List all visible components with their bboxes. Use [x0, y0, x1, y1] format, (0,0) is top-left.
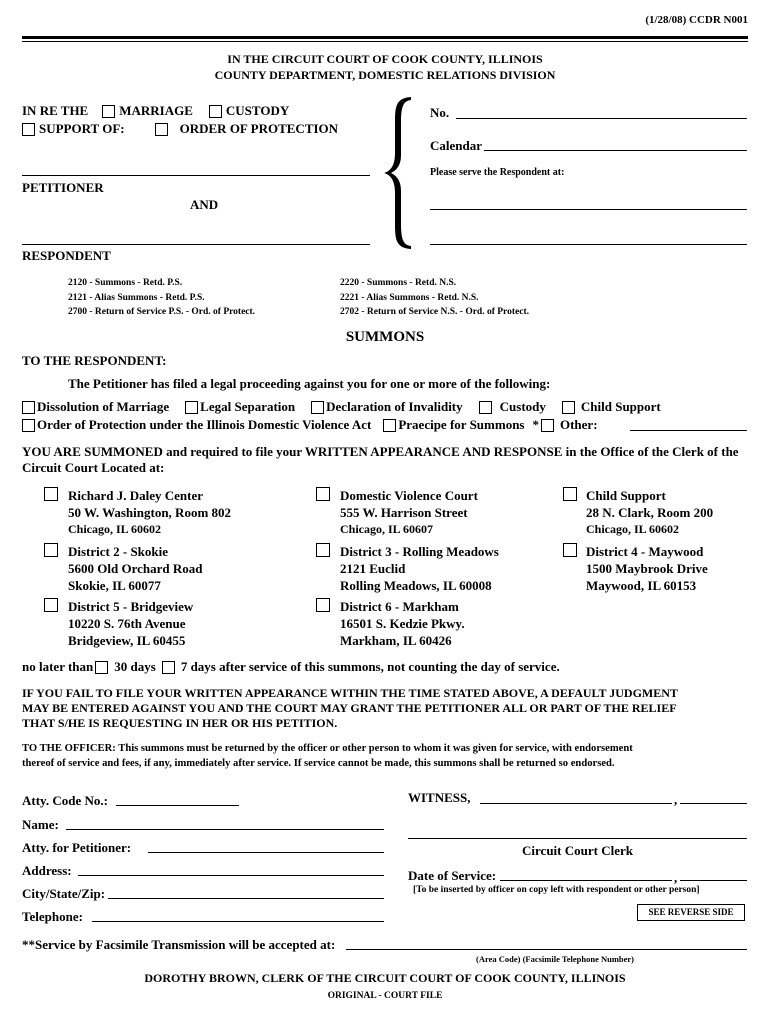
location-bridgeview	[44, 598, 193, 649]
respondent-label: RESPONDENT	[22, 248, 111, 263]
location-maywood-checkbox[interactable]	[563, 543, 577, 557]
location-name: Domestic Violence Court	[340, 488, 478, 503]
telephone-label: Telephone:	[22, 909, 83, 924]
top-rule-thin	[22, 41, 748, 42]
codes-left	[68, 276, 255, 320]
telephone-field[interactable]	[92, 921, 384, 922]
to-be-inserted-note: [To be inserted by officer on copy left with respondent or other person]	[413, 885, 700, 895]
code-2700: 2700 - Return of Service P.S. - Ord. of Protect.	[68, 307, 256, 317]
location-markham-checkbox[interactable]	[316, 598, 330, 612]
atty-name-label: Name:	[22, 817, 59, 832]
clerk-footer: DOROTHY BROWN, CLERK OF THE CIRCUIT COURT OF COOK COUNTY, ILLINOIS	[144, 971, 626, 985]
support-of-checkbox[interactable]	[22, 123, 35, 136]
location-name: District 2 - Skokie	[68, 544, 169, 559]
warning-line: IF YOU FAIL TO FILE YOUR WRITTEN APPEARANCE WITHIN THE TIME STATED ABOVE, A DEFAULT JUDGMENT	[22, 686, 678, 700]
calendar-field[interactable]	[484, 150, 747, 151]
custody-case-checkbox[interactable]	[209, 105, 222, 118]
location-city: Markham, IL 60426	[340, 633, 452, 648]
other-field[interactable]	[630, 430, 747, 431]
petitioner-label: PETITIONER	[22, 180, 104, 195]
respondent-name-line[interactable]	[22, 244, 370, 245]
order-protection-case-checkbox[interactable]	[155, 123, 168, 136]
location-city: Chicago, IL 60607	[340, 522, 434, 536]
location-street: 10220 S. 76th Avenue	[68, 616, 186, 631]
calendar-label: Calendar	[430, 138, 482, 153]
warning-line: MAY BE ENTERED AGAINST YOU AND THE COURT MAY GRANT THE PETITIONER ALL OR PART OF THE RELIEF	[22, 701, 677, 715]
fax-label: **Service by Facsimile Transmission will be accepted at:	[22, 937, 336, 952]
code-2120: 2120 - Summons - Retd. P.S.	[68, 278, 183, 288]
relief-options-row2	[22, 417, 598, 433]
location-markham	[316, 598, 465, 649]
location-daley-checkbox[interactable]	[44, 487, 58, 501]
fax-number-field[interactable]	[346, 949, 747, 950]
original-court-file: ORIGINAL - COURT FILE	[327, 991, 443, 1001]
no-later-than-label: no later than	[22, 659, 94, 674]
city-state-zip-label: City/State/Zip:	[22, 886, 106, 901]
location-skokie-checkbox[interactable]	[44, 543, 58, 557]
order-protection-case-label: ORDER OF PROTECTION	[179, 121, 339, 136]
invalidity-label: Declaration of Invalidity	[326, 399, 463, 414]
date-of-service-field[interactable]	[500, 880, 672, 881]
location-name: District 6 - Markham	[340, 599, 459, 614]
order-protection-label: Order of Protection under the Illinois Domestic Violence Act	[37, 417, 372, 432]
case-number-label: No.	[430, 105, 450, 120]
support-of-label: SUPPORT OF:	[39, 121, 125, 136]
dissolution-checkbox[interactable]	[22, 401, 35, 414]
summoned-text: YOU ARE SUMMONED and required to file your WRITTEN APPEARANCE AND RESPONSE in the Office of the Clerk of the Circuit Court Located at:	[22, 444, 739, 475]
location-child-support-checkbox[interactable]	[563, 487, 577, 501]
location-street: 1500 Maybrook Drive	[586, 561, 708, 576]
location-rolling-meadows-checkbox[interactable]	[316, 543, 330, 557]
officer-instructions	[22, 741, 633, 771]
date-comma: ,	[674, 870, 678, 885]
date-of-service-label: Date of Service:	[408, 868, 497, 883]
child-support-checkbox[interactable]	[562, 401, 575, 414]
warning-line: THAT S/HE IS REQUESTING IN HER OR HIS PETITION.	[22, 716, 338, 730]
city-state-zip-field[interactable]	[108, 898, 384, 899]
code-2121: 2121 - Alias Summons - Retd. P.S.	[68, 292, 205, 303]
relief-options-row1	[22, 399, 661, 415]
atty-code-field[interactable]	[116, 805, 239, 806]
location-street: 555 W. Harrison Street	[340, 505, 468, 520]
officer-line: TO THE OFFICER: This summons must be returned by the officer or other person to whom it was given for service, with endorsement	[22, 743, 633, 754]
address-label: Address:	[22, 863, 72, 878]
location-skokie	[44, 543, 202, 594]
witness-year-field[interactable]	[680, 803, 747, 804]
location-maywood	[563, 543, 708, 594]
date-year-field[interactable]	[680, 880, 747, 881]
serve-address-line-1[interactable]	[430, 209, 747, 210]
location-city: Skokie, IL 60077	[68, 578, 161, 593]
location-name: Child Support	[586, 488, 666, 503]
division-title: COUNTY DEPARTMENT, DOMESTIC RELATIONS DIVISION	[214, 68, 556, 82]
location-dv-checkbox[interactable]	[316, 487, 330, 501]
code-2221: 2221 - Alias Summons - Retd. N.S.	[340, 292, 479, 303]
location-bridgeview-checkbox[interactable]	[44, 598, 58, 612]
code-2702: 2702 - Return of Service N.S. - Ord. of Protect.	[340, 307, 529, 317]
clerk-signature-line[interactable]	[408, 838, 747, 839]
seven-days-label: 7 days after service of this summons, not counting the day of service.	[180, 659, 560, 674]
thirty-days-checkbox[interactable]	[95, 661, 108, 674]
see-reverse-box: SEE REVERSE SIDE	[637, 904, 745, 921]
praecipe-checkbox[interactable]	[383, 419, 396, 432]
location-city: Rolling Meadows, IL 60008	[340, 578, 492, 593]
location-name: District 5 - Bridgeview	[68, 599, 194, 614]
location-street: 5600 Old Orchard Road	[68, 561, 203, 576]
location-street: 2121 Euclid	[340, 561, 406, 576]
star-mark: *	[532, 417, 539, 432]
officer-line: thereof of service and fees, if any, immediately after service. If service cannot be made, this summons shall be returned so endorsed.	[22, 758, 615, 769]
marriage-checkbox[interactable]	[102, 105, 115, 118]
location-child-support	[563, 487, 713, 538]
location-dv-court	[316, 487, 478, 538]
location-rolling-meadows	[316, 543, 499, 594]
praecipe-label: Praecipe for Summons	[398, 417, 525, 432]
location-name: Richard J. Daley Center	[68, 488, 204, 503]
top-rule	[22, 36, 748, 39]
thirty-days-label: 30 days	[114, 659, 156, 674]
other-label: Other:	[559, 417, 598, 432]
deadline-row	[22, 659, 560, 675]
witness-label: WITNESS,	[408, 790, 471, 805]
location-street: 50 W. Washington, Room 802	[68, 505, 232, 520]
location-name: District 4 - Maywood	[586, 544, 704, 559]
custody-checkbox[interactable]	[479, 401, 492, 414]
and-label: AND	[190, 197, 219, 212]
seven-days-checkbox[interactable]	[162, 661, 175, 674]
location-daley	[44, 487, 231, 538]
location-street: 16501 S. Kedzie Pkwy.	[340, 616, 465, 631]
caption-brace	[381, 95, 421, 251]
custody-case-label: CUSTODY	[225, 103, 290, 118]
clerk-label: Circuit Court Clerk	[522, 843, 633, 858]
atty-code-label: Atty. Code No.:	[22, 793, 108, 808]
fax-sublabel: (Area Code) (Facsimile Telephone Number)	[476, 954, 635, 964]
atty-for-petitioner-label: Atty. for Petitioner:	[22, 840, 132, 855]
dissolution-label: Dissolution of Marriage	[37, 399, 170, 414]
filed-text: The Petitioner has filed a legal proceeding against you for one or more of the following:	[68, 376, 551, 391]
location-city: Chicago, IL 60602	[68, 522, 162, 536]
case-number-field[interactable]	[456, 118, 747, 119]
form-id: (1/28/08) CCDR N001	[645, 14, 748, 26]
custody-label: Custody	[499, 399, 546, 414]
address-field[interactable]	[78, 875, 384, 876]
default-warning	[22, 686, 678, 731]
to-respondent-label: TO THE RESPONDENT:	[22, 353, 167, 368]
other-checkbox[interactable]	[541, 419, 554, 432]
atty-name-field[interactable]	[66, 829, 384, 830]
location-city: Maywood, IL 60153	[586, 578, 697, 593]
code-2220: 2220 - Summons - Retd. N.S.	[340, 278, 457, 288]
child-support-label: Child Support	[580, 399, 661, 414]
witness-field[interactable]	[480, 803, 672, 804]
order-protection-checkbox[interactable]	[22, 419, 35, 432]
case-type-row2	[22, 121, 338, 137]
atty-for-petitioner-field[interactable]	[148, 852, 384, 853]
location-city: Bridgeview, IL 60455	[68, 633, 186, 648]
summons-title: SUMMONS	[345, 329, 425, 345]
location-city: Chicago, IL 60602	[586, 522, 680, 536]
serve-address-line-2[interactable]	[430, 244, 747, 245]
location-street: 28 N. Clark, Room 200	[586, 505, 714, 520]
legal-separation-label: Legal Separation	[200, 399, 296, 414]
location-name: District 3 - Rolling Meadows	[340, 544, 499, 559]
marriage-label: MARRIAGE	[119, 103, 193, 118]
court-title: IN THE CIRCUIT COURT OF COOK COUNTY, ILLINOIS	[227, 52, 543, 66]
witness-comma: ,	[674, 792, 678, 807]
legal-separation-checkbox[interactable]	[185, 401, 198, 414]
codes-right	[340, 276, 529, 320]
serve-label: Please serve the Respondent at:	[430, 167, 565, 178]
petitioner-name-line[interactable]	[22, 175, 370, 176]
invalidity-checkbox[interactable]	[311, 401, 324, 414]
in-re-the-label: IN RE THE	[22, 103, 89, 118]
case-type-row1	[22, 103, 289, 119]
